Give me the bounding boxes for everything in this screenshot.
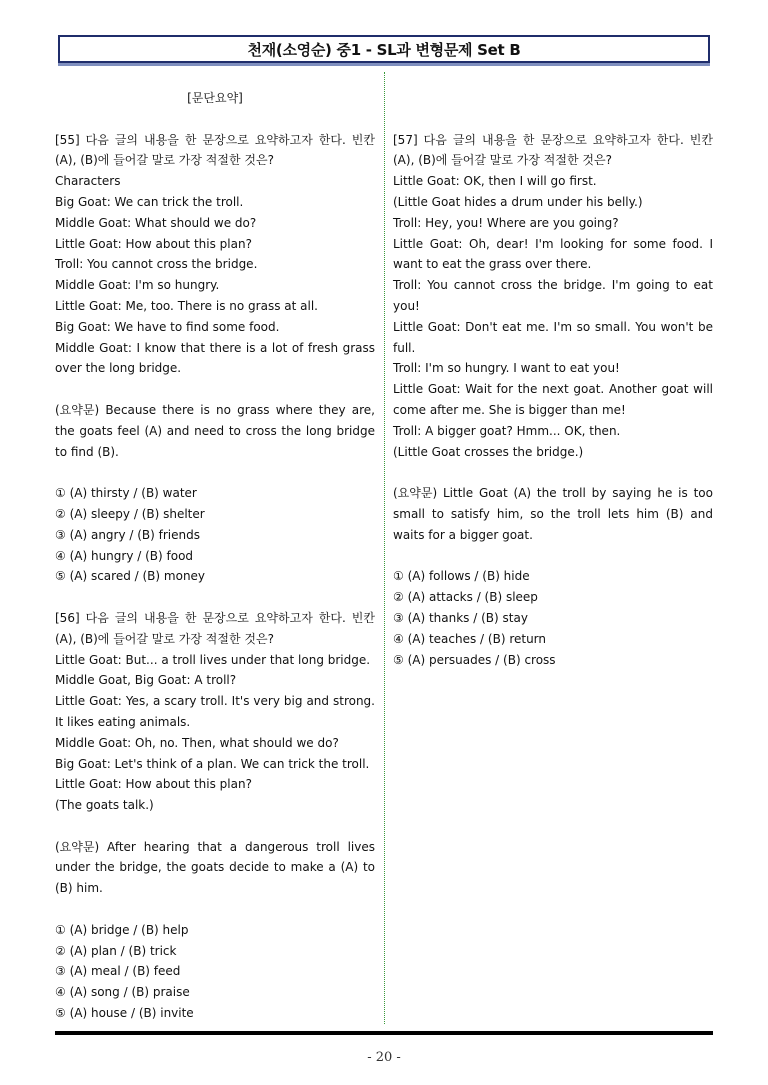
passage-line: Big Goat: We have to find some food. [55, 319, 280, 334]
question-prompt: [57] 다음 글의 내용을 한 문장으로 요약하고자 한다. 빈칸 (A), (B)에 들어갈 말로 가장 적절한 것은? [393, 132, 713, 168]
passage-line: Little Goat: OK, then I will go first. [393, 174, 597, 189]
passage-line: Characters [55, 174, 121, 189]
header-title: 천재(소영순) 중1 - SL과 변형문제 Set B [247, 40, 521, 59]
answer-option: ② (A) plan / (B) trick [55, 943, 177, 958]
summary-sentence: (요약문) Little Goat (A) the troll by saying he is too small to satisfy him, so the troll lets him (B) and waits for a bigger goat. [393, 486, 713, 542]
page-header [58, 35, 710, 63]
answer-option: ⑤ (A) persuades / (B) cross [393, 652, 556, 667]
summary-sentence: (요약문) After hearing that a dangerous troll lives under the bridge, the goats decide to make a (A) to (B) him. [55, 839, 375, 896]
passage-line: Troll: A bigger goat? Hmm... OK, then. [393, 423, 621, 438]
column-divider [384, 72, 385, 1024]
passage-line: Troll: I'm so hungry. I want to eat you! [393, 361, 620, 376]
passage-line: (The goats talk.) [55, 798, 154, 813]
answer-option: ③ (A) meal / (B) feed [55, 964, 181, 979]
answer-option: ③ (A) angry / (B) friends [55, 527, 201, 542]
passage-line: Middle Goat: Oh, no. Then, what should we do? [55, 735, 339, 750]
passage-line: Little Goat: Me, too. There is no grass at all. [55, 298, 318, 313]
answer-option: ② (A) sleepy / (B) shelter [55, 506, 205, 521]
answer-option: ② (A) attacks / (B) sleep [393, 590, 538, 605]
passage-line: Troll: You cannot cross the bridge. [55, 257, 258, 272]
question-55 [55, 130, 375, 588]
passage-line: Middle Goat, Big Goat: A troll? [55, 673, 237, 688]
passage-line: Troll: Hey, you! Where are you going? [393, 215, 619, 230]
page-number: - 20 - [367, 1050, 401, 1065]
answer-option: ⑤ (A) scared / (B) money [55, 569, 206, 584]
answer-option: ① (A) bridge / (B) help [55, 922, 189, 937]
question-prompt: [56] 다음 글의 내용을 한 문장으로 요약하고자 한다. 빈칸 (A), (B)에 들어갈 말로 가장 적절한 것은? [55, 610, 375, 646]
passage-line: Big Goat: We can trick the troll. [55, 194, 244, 209]
right-column [393, 88, 713, 670]
passage-line: Troll: You cannot cross the bridge. I'm going to eat you! [393, 278, 713, 313]
left-column [55, 88, 375, 1024]
answer-option: ③ (A) thanks / (B) stay [393, 610, 528, 625]
passage-line: Middle Goat: I'm so hungry. [55, 278, 220, 293]
answer-option: ① (A) follows / (B) hide [393, 569, 530, 584]
answer-option: ④ (A) song / (B) praise [55, 985, 190, 1000]
answer-option: ④ (A) hungry / (B) food [55, 548, 194, 563]
passage-line: Big Goat: Let's think of a plan. We can trick the troll. [55, 756, 370, 771]
question-56 [55, 608, 375, 1024]
answer-option: ① (A) thirsty / (B) water [55, 486, 197, 501]
passage-line: Middle Goat: What should we do? [55, 215, 257, 230]
passage-line: Little Goat: Yes, a scary troll. It's very big and strong. It likes eating animals. [55, 694, 375, 729]
passage-line: Little Goat: How about this plan? [55, 777, 252, 792]
passage-line: Little Goat: How about this plan? [55, 236, 252, 251]
footer-rule [55, 1031, 713, 1035]
answer-option: ④ (A) teaches / (B) return [393, 631, 547, 646]
answer-option: ⑤ (A) house / (B) invite [55, 1006, 194, 1021]
question-57 [393, 130, 713, 671]
section-title: [문단요약] [187, 91, 243, 105]
passage-line: (Little Goat hides a drum under his belly.) [393, 194, 643, 209]
passage-line: Little Goat: But... a troll lives under that long bridge. [55, 652, 371, 667]
passage-line: Little Goat: Oh, dear! I'm looking for some food. I want to eat the grass over there. [393, 236, 713, 272]
passage-line: Little Goat: Wait for the next goat. Another goat will come after me. She is bigger than me! [393, 382, 713, 417]
passage-line: Middle Goat: I know that there is a lot of fresh grass over the long bridge. [55, 340, 375, 376]
summary-sentence: (요약문) Because there is no grass where they are, the goats feel (A) and need to cross the long bridge to find (B). [55, 402, 375, 459]
passage-line: (Little Goat crosses the bridge.) [393, 444, 584, 459]
question-prompt: [55] 다음 글의 내용을 한 문장으로 요약하고자 한다. 빈칸 (A), (B)에 들어갈 말로 가장 적절한 것은? [55, 132, 375, 168]
passage-line: Little Goat: Don't eat me. I'm so small. You won't be full. [393, 319, 713, 355]
